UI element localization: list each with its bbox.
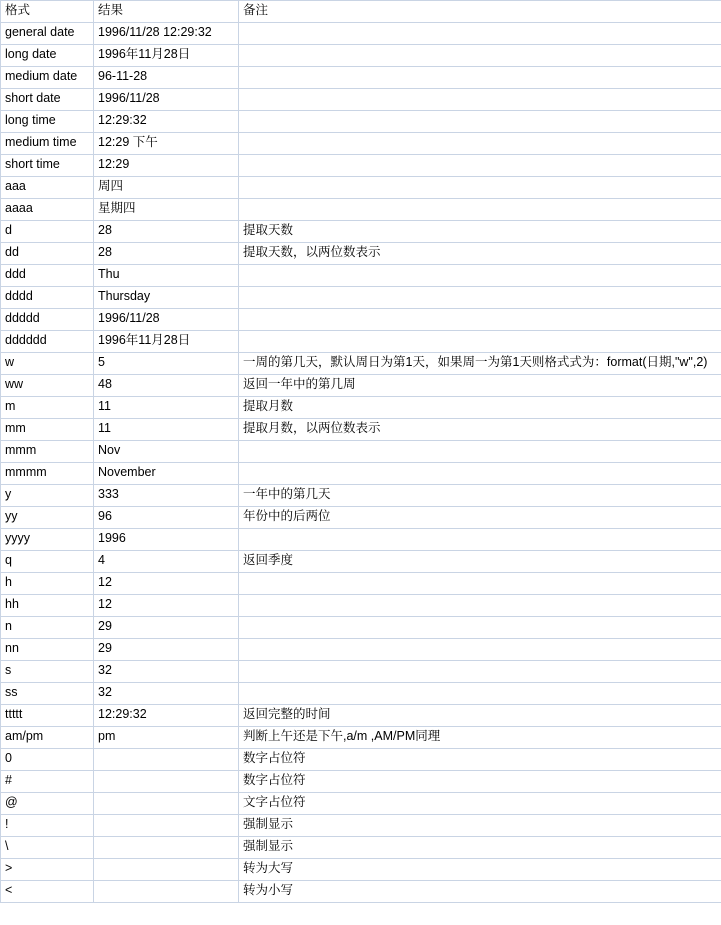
cell-note[interactable]: 提取月数，以两位数表示 <box>239 419 721 441</box>
cell-result[interactable]: 星期四 <box>94 199 239 221</box>
cell-note[interactable] <box>239 331 721 353</box>
cell-format[interactable]: dddddd <box>1 331 94 353</box>
table-row <box>1 859 721 881</box>
cell-result[interactable]: 29 <box>94 617 239 639</box>
table-row <box>1 265 721 287</box>
cell-format[interactable]: am/pm <box>1 727 94 749</box>
cell-format[interactable]: mmm <box>1 441 94 463</box>
cell-format[interactable]: hh <box>1 595 94 617</box>
cell-format[interactable]: w <box>1 353 94 375</box>
cell-note[interactable]: 一年中的第几天 <box>239 485 721 507</box>
cell-result[interactable]: Thursday <box>94 287 239 309</box>
cell-format[interactable]: medium date <box>1 67 94 89</box>
table-row <box>1 309 721 331</box>
cell-format[interactable]: ddd <box>1 265 94 287</box>
cell-format[interactable]: \ <box>1 837 94 859</box>
cell-note[interactable] <box>239 45 721 67</box>
table-row <box>1 771 721 793</box>
cell-result[interactable] <box>94 793 239 815</box>
table-row <box>1 705 721 727</box>
cell-format[interactable]: aaa <box>1 177 94 199</box>
cell-note[interactable] <box>239 287 721 309</box>
cell-format[interactable]: h <box>1 573 94 595</box>
cell-note[interactable] <box>239 111 721 133</box>
table-row <box>1 177 721 199</box>
cell-note[interactable] <box>239 617 721 639</box>
cell-note[interactable]: 提取天数 <box>239 221 721 243</box>
cell-format[interactable]: long date <box>1 45 94 67</box>
table-row <box>1 639 721 661</box>
cell-result[interactable]: 4 <box>94 551 239 573</box>
cell-note[interactable]: 转为小写 <box>239 881 721 903</box>
cell-note[interactable] <box>239 573 721 595</box>
cell-format[interactable]: nn <box>1 639 94 661</box>
table-row <box>1 287 721 309</box>
table-row <box>1 661 721 683</box>
cell-result[interactable] <box>94 815 239 837</box>
cell-result[interactable] <box>94 749 239 771</box>
cell-result[interactable]: 28 <box>94 221 239 243</box>
cell-note[interactable] <box>239 155 721 177</box>
cell-result[interactable]: Thu <box>94 265 239 287</box>
table-body <box>1 1 721 903</box>
cell-format[interactable]: yyyy <box>1 529 94 551</box>
table-row <box>1 573 721 595</box>
table-row <box>1 45 721 67</box>
cell-note[interactable] <box>239 529 721 551</box>
cell-result[interactable]: 12:29 <box>94 155 239 177</box>
cell-format[interactable]: m <box>1 397 94 419</box>
column-header-2: 备注 <box>239 1 721 23</box>
cell-format[interactable]: general date <box>1 23 94 45</box>
table-row <box>1 155 721 177</box>
table-row <box>1 89 721 111</box>
cell-result[interactable]: 29 <box>94 639 239 661</box>
cell-note[interactable]: 强制显示 <box>239 837 721 859</box>
cell-note[interactable]: 数字占位符 <box>239 749 721 771</box>
cell-note[interactable]: 转为大写 <box>239 859 721 881</box>
cell-result[interactable] <box>94 881 239 903</box>
cell-result[interactable]: pm <box>94 727 239 749</box>
cell-format[interactable]: mmmm <box>1 463 94 485</box>
cell-result[interactable]: 11 <box>94 397 239 419</box>
cell-result[interactable]: 1996/11/28 <box>94 309 239 331</box>
cell-result[interactable]: 1996 <box>94 529 239 551</box>
column-header-1: 结果 <box>94 1 239 23</box>
cell-result[interactable]: 48 <box>94 375 239 397</box>
cell-format[interactable]: 0 <box>1 749 94 771</box>
table-row <box>1 551 721 573</box>
table-row <box>1 749 721 771</box>
cell-result[interactable]: 1996/11/28 <box>94 89 239 111</box>
cell-format[interactable]: n <box>1 617 94 639</box>
cell-result[interactable]: November <box>94 463 239 485</box>
cell-format[interactable]: s <box>1 661 94 683</box>
table-row <box>1 617 721 639</box>
cell-result[interactable]: 5 <box>94 353 239 375</box>
cell-note[interactable] <box>239 133 721 155</box>
cell-note[interactable]: 强制显示 <box>239 815 721 837</box>
cell-result[interactable] <box>94 771 239 793</box>
cell-result[interactable]: 12:29 下午 <box>94 133 239 155</box>
cell-result[interactable]: 32 <box>94 661 239 683</box>
table-row <box>1 111 721 133</box>
cell-note[interactable]: 返回一年中的第几周 <box>239 375 721 397</box>
cell-result[interactable]: Nov <box>94 441 239 463</box>
cell-note[interactable] <box>239 309 721 331</box>
cell-format[interactable]: mm <box>1 419 94 441</box>
cell-format[interactable]: aaaa <box>1 199 94 221</box>
cell-format[interactable]: ss <box>1 683 94 705</box>
cell-note[interactable]: 一周的第几天，默认周日为第1天，如果周一为第1天则格式式为：format(日期,"w",2) <box>239 353 721 375</box>
cell-note[interactable]: 返回完整的时间 <box>239 705 721 727</box>
cell-note[interactable] <box>239 199 721 221</box>
table-row <box>1 507 721 529</box>
cell-result[interactable]: 1996年11月28日 <box>94 45 239 67</box>
table-row <box>1 353 721 375</box>
cell-format[interactable]: ! <box>1 815 94 837</box>
cell-result[interactable]: 12:29:32 <box>94 111 239 133</box>
cell-format[interactable]: < <box>1 881 94 903</box>
cell-format[interactable]: short date <box>1 89 94 111</box>
table-row <box>1 727 721 749</box>
cell-note[interactable] <box>239 683 721 705</box>
table-row <box>1 397 721 419</box>
cell-result[interactable]: 96 <box>94 507 239 529</box>
cell-format[interactable]: > <box>1 859 94 881</box>
cell-format[interactable]: dddd <box>1 287 94 309</box>
cell-note[interactable] <box>239 661 721 683</box>
table-row <box>1 419 721 441</box>
table-row <box>1 595 721 617</box>
cell-result[interactable]: 12 <box>94 573 239 595</box>
table-row <box>1 67 721 89</box>
table-row <box>1 529 721 551</box>
cell-note[interactable]: 判断上午还是下午,a/m ,AM/PM同理 <box>239 727 721 749</box>
cell-note[interactable]: 返回季度 <box>239 551 721 573</box>
table-row <box>1 23 721 45</box>
table-header-row <box>1 1 721 23</box>
cell-format[interactable]: ddddd <box>1 309 94 331</box>
table-row <box>1 485 721 507</box>
table-row <box>1 243 721 265</box>
cell-format[interactable]: ttttt <box>1 705 94 727</box>
cell-result[interactable]: 1996/11/28 12:29:32 <box>94 23 239 45</box>
table-row <box>1 881 721 903</box>
cell-format[interactable]: medium time <box>1 133 94 155</box>
table-row <box>1 815 721 837</box>
cell-format[interactable]: @ <box>1 793 94 815</box>
cell-note[interactable] <box>239 441 721 463</box>
cell-note[interactable] <box>239 89 721 111</box>
cell-result[interactable]: 333 <box>94 485 239 507</box>
cell-format[interactable]: # <box>1 771 94 793</box>
cell-format[interactable]: y <box>1 485 94 507</box>
table-row <box>1 375 721 397</box>
cell-note[interactable] <box>239 177 721 199</box>
cell-note[interactable] <box>239 67 721 89</box>
cell-note[interactable] <box>239 639 721 661</box>
cell-result[interactable]: 周四 <box>94 177 239 199</box>
cell-result[interactable]: 1996年11月28日 <box>94 331 239 353</box>
table-row <box>1 683 721 705</box>
cell-format[interactable]: yy <box>1 507 94 529</box>
cell-result[interactable]: 12 <box>94 595 239 617</box>
cell-note[interactable]: 数字占位符 <box>239 771 721 793</box>
table-row <box>1 133 721 155</box>
cell-result[interactable]: 12:29:32 <box>94 705 239 727</box>
table-row <box>1 441 721 463</box>
cell-result[interactable]: 96-11-28 <box>94 67 239 89</box>
cell-note[interactable] <box>239 265 721 287</box>
table-row <box>1 793 721 815</box>
cell-result[interactable]: 11 <box>94 419 239 441</box>
cell-format[interactable]: dd <box>1 243 94 265</box>
cell-result[interactable] <box>94 859 239 881</box>
cell-note[interactable] <box>239 23 721 45</box>
cell-result[interactable]: 32 <box>94 683 239 705</box>
cell-note[interactable]: 提取天数，以两位数表示 <box>239 243 721 265</box>
cell-result[interactable] <box>94 837 239 859</box>
cell-format[interactable]: ww <box>1 375 94 397</box>
column-header-0: 格式 <box>1 1 94 23</box>
table-row <box>1 837 721 859</box>
cell-note[interactable] <box>239 595 721 617</box>
cell-format[interactable]: q <box>1 551 94 573</box>
cell-format[interactable]: short time <box>1 155 94 177</box>
cell-format[interactable]: d <box>1 221 94 243</box>
table-row <box>1 221 721 243</box>
cell-note[interactable]: 提取月数 <box>239 397 721 419</box>
cell-result[interactable]: 28 <box>94 243 239 265</box>
cell-note[interactable]: 文字占位符 <box>239 793 721 815</box>
table-row <box>1 463 721 485</box>
cell-format[interactable]: long time <box>1 111 94 133</box>
table-row <box>1 199 721 221</box>
cell-note[interactable] <box>239 463 721 485</box>
table-row <box>1 331 721 353</box>
cell-note[interactable]: 年份中的后两位 <box>239 507 721 529</box>
